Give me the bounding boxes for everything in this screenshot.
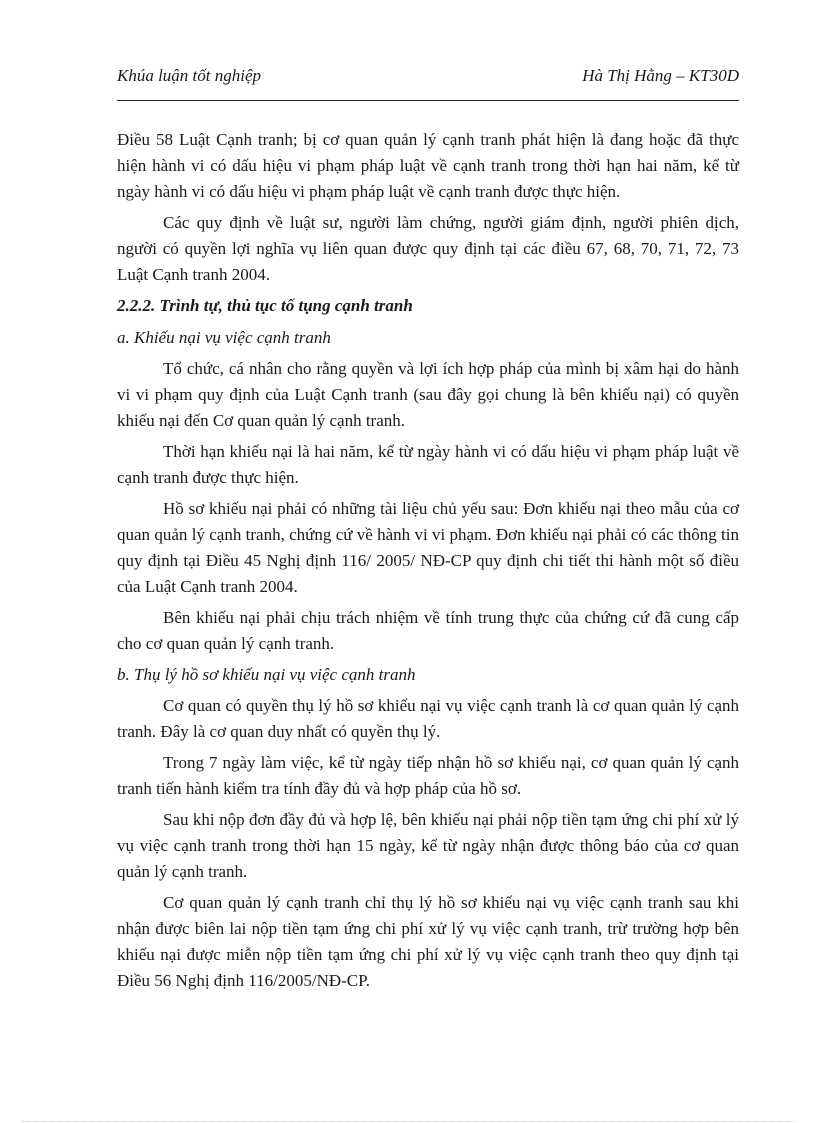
paragraph-complaint-right: Tổ chức, cá nhân cho rằng quyền và lợi ích hợp pháp của mình bị xâm hại do hành vi vi phạm quy định của Luật Cạnh tranh (sau đây gọi chung là bên khiếu nại) có quyền khiếu nại đến Cơ quan quản lý cạnh tranh.	[117, 359, 739, 430]
header-divider	[117, 100, 739, 101]
paragraph-continuation: Điều 58 Luật Cạnh tranh; bị cơ quan quản lý cạnh tranh phát hiện là đang hoặc đã thực hiện hành vi có dấu hiệu vi phạm pháp luật về cạnh tranh trong thời hạn hai năm, kể từ ngày hành vi có dấu hiệu vi phạm pháp luật về cạnh tranh được thực hiện.	[117, 130, 739, 201]
paragraph-acceptance-authority: Cơ quan có quyền thụ lý hồ sơ khiếu nại vụ việc cạnh tranh là cơ quan quản lý cạnh tranh. Đây là cơ quan duy nhất có quyền thụ lý.	[117, 696, 739, 741]
page-header	[117, 66, 739, 94]
sub-heading-acceptance: b. Thụ lý hồ sơ khiếu nại vụ việc cạnh tranh	[117, 665, 416, 684]
header-author: Hà Thị Hằng – KT30D	[582, 66, 739, 85]
document-body	[117, 127, 739, 999]
section-heading: 2.2.2. Trình tự, thủ tục tố tụng cạnh tranh	[117, 296, 413, 315]
sub-heading-complaint: a. Khiếu nại vụ việc cạnh tranh	[117, 328, 331, 347]
paragraph-acceptance-review: Trong 7 ngày làm việc, kể từ ngày tiếp nhận hồ sơ khiếu nại, cơ quan quản lý cạnh tranh tiến hành kiểm tra tính đầy đủ và hợp pháp của hồ sơ.	[117, 753, 739, 798]
paragraph-complaint-deadline: Thời hạn khiếu nại là hai năm, kể từ ngày hành vi có dấu hiệu vi phạm pháp luật về cạnh tranh được thực hiện.	[117, 442, 739, 487]
page-bottom-border	[22, 1121, 794, 1122]
paragraph-procedure-participants: Các quy định về luật sư, người làm chứng, người giám định, người phiên dịch, người có quyền lợi nghĩa vụ liên quan được quy định tại các điều 67, 68, 70, 71, 72, 73 Luật Cạnh tranh 2004.	[117, 213, 739, 284]
paragraph-acceptance-condition: Cơ quan quản lý cạnh tranh chỉ thụ lý hồ sơ khiếu nại vụ việc cạnh tranh sau khi nhận được biên lai nộp tiền tạm ứng chi phí xử lý vụ việc cạnh tranh, trừ trường hợp bên khiếu nại được miễn nộp tiền tạm ứng chi phí xử lý vụ việc cạnh tranh theo quy định tại Điều 56 Nghị định 116/2005/NĐ-CP.	[117, 893, 739, 990]
paragraph-acceptance-fee: Sau khi nộp đơn đầy đủ và hợp lệ, bên khiếu nại phải nộp tiền tạm ứng chi phí xử lý vụ việc cạnh tranh trong thời hạn 15 ngày, kể từ ngày nhận được thông báo của cơ quan quản lý cạnh tranh.	[117, 810, 739, 881]
header-thesis-title: Khúa luận tốt nghiệp	[117, 66, 262, 85]
paragraph-complaint-dossier: Hồ sơ khiếu nại phải có những tài liệu chủ yếu sau: Đơn khiếu nại theo mẫu của cơ quan quản lý cạnh tranh, chứng cứ về hành vi vi phạm. Đơn khiếu nại phải có các thông tin quy định tại Điều 45 Nghị định 116/ 2005/ NĐ-CP quy định chi tiết thi hành một số điều của Luật Cạnh tranh 2004.	[117, 499, 739, 596]
paragraph-complaint-responsibility: Bên khiếu nại phải chịu trách nhiệm về tính trung thực của chứng cứ đã cung cấp cho cơ quan quản lý cạnh tranh.	[117, 608, 739, 653]
